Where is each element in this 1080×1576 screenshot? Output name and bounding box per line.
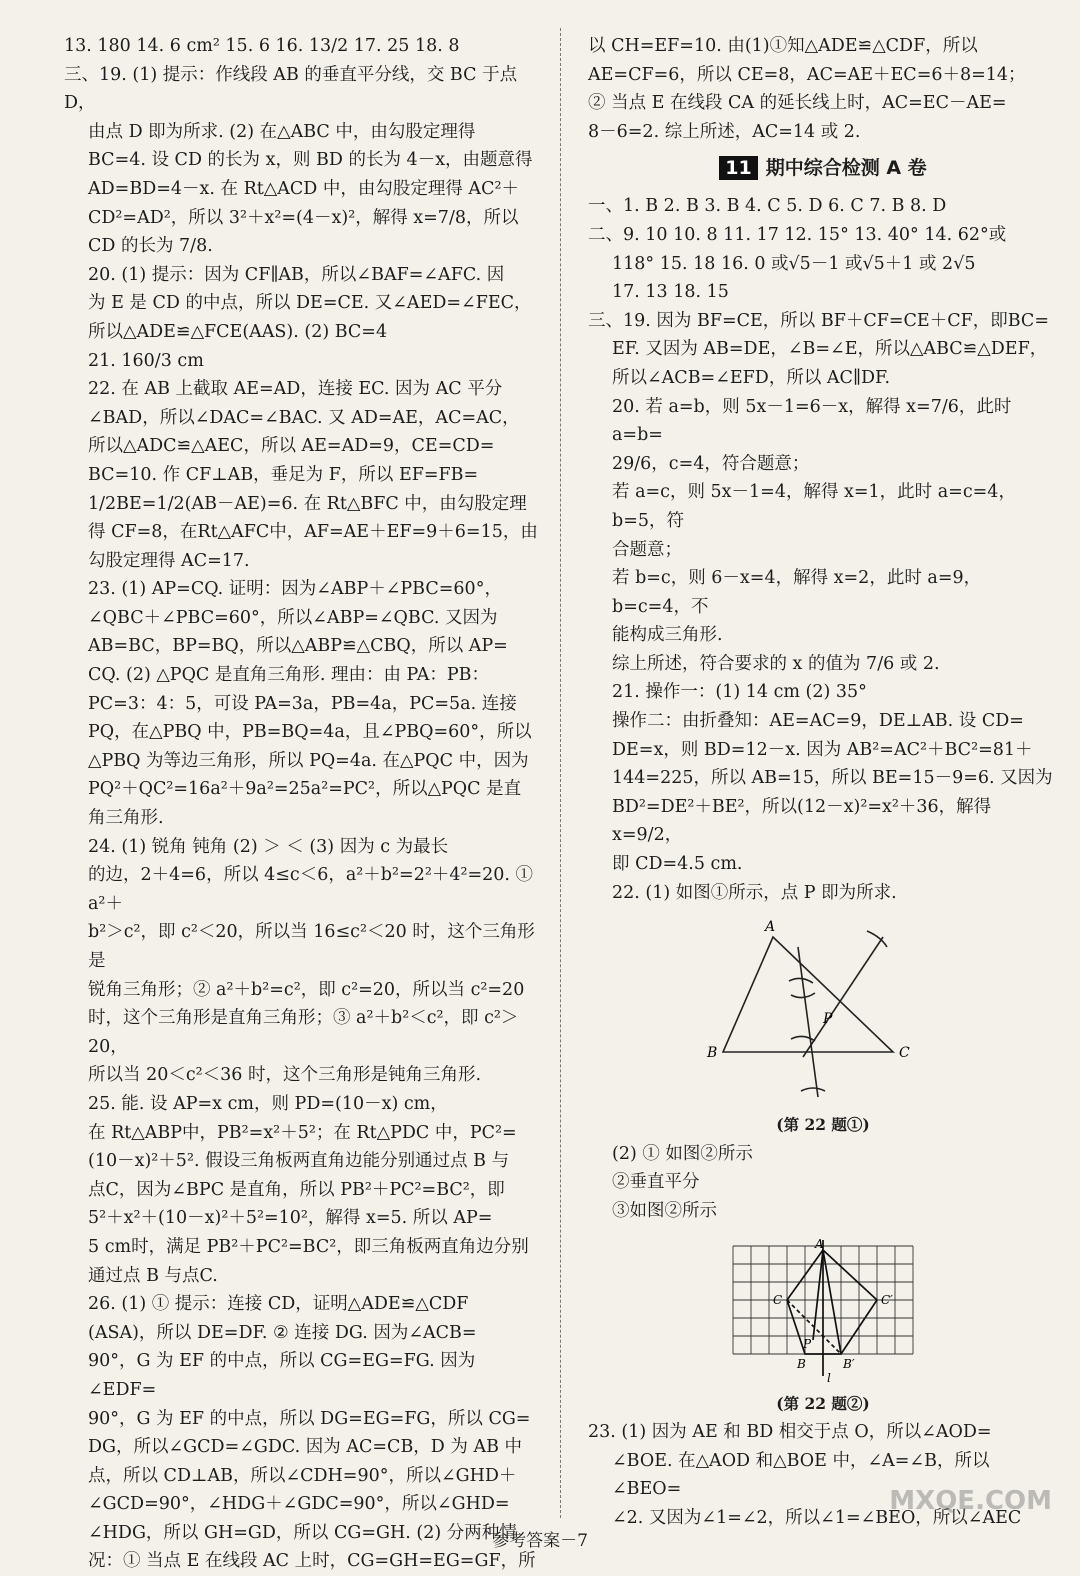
triangle-abc	[723, 937, 893, 1052]
answer-line: 所以当 20＜c²＜36 时，这个三角形是钝角三角形.	[88, 1065, 482, 1086]
answer-line: 操作二：由折叠知：AE=AC=9，DE⊥AB. 设 CD=	[612, 711, 1024, 732]
answer-line: 21. 操作一：(1) 14 cm (2) 35°	[612, 682, 867, 703]
label-b: B	[707, 1045, 718, 1062]
figure-22-2	[588, 1236, 1058, 1419]
answer-line: 24. (1) 锐角 钝角 (2) ＞ ＜ (3) 因为 c 为最长	[88, 836, 449, 857]
answer-line: AD=BD=4－x. 在 Rt△ACD 中，由勾股定理得 AC²＋	[88, 178, 519, 199]
answer-line: ②垂直平分	[612, 1172, 700, 1193]
answer-line: 22. (1) 如图①所示，点 P 即为所求.	[612, 882, 897, 903]
answer-line: 的边，2＋4=6，所以 4≤c＜6，a²＋b²=2²＋4²=20. ① a²＋	[88, 865, 534, 914]
label-c: C	[773, 1292, 783, 1307]
answer-line: 在 Rt△ABP中，PB²=x²＋5²；在 Rt△PDC 中，PC²=	[88, 1122, 517, 1143]
section-title: 期中综合检测 A 卷	[765, 157, 927, 180]
answer-line: ∠BOE. 在△AOD 和△BOE 中，∠A=∠B，所以∠BEO=	[612, 1450, 990, 1500]
answer-line: 点C，因为∠BPC 是直角，所以 PB²＋PC²=BC²，即	[88, 1179, 505, 1200]
label-p: P	[803, 1336, 812, 1351]
arc-mark	[789, 979, 813, 984]
answer-line: CD 的长为 7/8.	[88, 236, 213, 257]
answer-line: 通过点 B 与点C.	[88, 1265, 218, 1286]
figure-22-1	[588, 917, 1058, 1140]
answer-line: ② 当点 E 在线段 CA 的延长线上时，AC=EC－AE=	[588, 93, 1007, 114]
answer-line: 况：① 当点 E 在线段 AC 上时，CG=GH=EG=GF，所	[88, 1551, 536, 1572]
answer-line: PC=3：4：5，可设 PA=3a，PB=4a，PC=5a. 连接	[88, 693, 517, 714]
answer-line: 即 CD=4.5 cm.	[612, 854, 743, 875]
answer-line: ∠QBC＋∠PBC=60°，所以∠ABP=∠QBC. 又因为	[88, 607, 498, 628]
answer-line: 能构成三角形.	[612, 625, 723, 646]
answer-line: 90°，G 为 EF 的中点，所以 CG=EG=FG. 因为∠EDF=	[88, 1351, 476, 1400]
answer-line: 所以△ADE≌△FCE(AAS). (2) BC=4	[88, 321, 388, 342]
answer-line: DE=x，则 BD=12－x. 因为 AB²=AC²＋BC²=81＋	[612, 739, 1033, 760]
section-number: 11	[719, 156, 757, 180]
answer-line: 25. 能. 设 AP=x cm，则 PD=(10－x) cm，	[88, 1093, 448, 1114]
answer-line: ∠HDG，所以 GH=GD，所以 CG=GH. (2) 分两种情	[88, 1522, 517, 1543]
answer-line: ∠GCD=90°，∠HDG＋∠GDC=90°，所以∠GHD=	[88, 1494, 510, 1515]
page-footer: 参考答案－7	[492, 1531, 588, 1551]
answer-line: 所以∠ACB=∠EFD，所以 AC∥DF.	[612, 367, 891, 388]
answer-line: BC=4. 设 CD 的长为 x，则 BD 的长为 4－x，由题意得	[88, 150, 533, 171]
answer-line: 23. (1) AP=CQ. 证明：因为∠ABP＋∠PBC=60°，	[88, 579, 502, 600]
label-l: l	[827, 1370, 831, 1385]
answer-line: (2) ① 如图②所示	[612, 1143, 753, 1164]
watermark-logo: MXQE.COM	[889, 1486, 1052, 1516]
answer-line: 二、9. 10 10. 8 11. 17 12. 15° 13. 40° 14. 62°或	[588, 224, 1007, 245]
label-p: P	[823, 1011, 833, 1028]
figure-caption: (第 22 题①)	[776, 1115, 870, 1135]
answer-line: DG，所以∠GCD=∠GDC. 因为 AC=CB，D 为 AB 中	[88, 1437, 523, 1458]
answer-line: ∠2. 又因为∠1=∠2，所以∠1=∠BEO，所以∠AEC	[612, 1507, 1022, 1528]
answer-line: (ASA)，所以 DE=DF. ② 连接 DG. 因为∠ACB=	[88, 1322, 477, 1343]
column-divider	[560, 28, 561, 1518]
answer-line: CQ. (2) △PQC 是直角三角形. 理由：由 PA：PB：	[88, 665, 490, 686]
answer-line: △PBQ 为等边三角形，所以 PQ=4a. 在△PQC 中，因为	[88, 750, 529, 771]
answer-line: 以 CH=EF=10. 由(1)①知△ADE≌△CDF，所以	[588, 36, 978, 56]
angle-bisector	[803, 937, 883, 1057]
answer-line: ③如图②所示	[612, 1201, 717, 1221]
answer-line: 为 E 是 CD 的中点，所以 DE=CE. 又∠AED=∠FEC，	[88, 293, 532, 314]
answer-line: 5²＋x²＋(10－x)²＋5²=10²，解得 x=5. 所以 AP=	[88, 1208, 493, 1229]
answer-line: (10－x)²＋5². 假设三角板两直角边能分别通过点 B 与	[88, 1151, 510, 1172]
answer-line: 合题意；	[612, 539, 682, 560]
arc-mark	[791, 993, 815, 998]
answer-line: CD²=AD²，所以 3²＋x²=(4－x)²，解得 x=7/8，所以	[88, 207, 519, 228]
answer-line: 90°，G 为 EF 的中点，所以 DG=EG=FG，所以 CG=	[88, 1408, 531, 1429]
answer-line: 1/2BE=1/2(AB－AE)=6. 在 Rt△BFC 中，由勾股定理	[88, 493, 527, 514]
figure-caption: (第 22 题②)	[776, 1393, 870, 1413]
answer-line: 时，这个三角形是直角三角形；③ a²＋b²＜c²，即 c²＞20，	[88, 1008, 519, 1057]
answer-line: 29/6，c=4，符合题意；	[612, 453, 810, 474]
answer-line: EF. 又因为 AB=DE，∠B=∠E，所以△ABC≌△DEF，	[612, 339, 1048, 360]
answer-line: 23. (1) 因为 AE 和 BD 相交于点 O，所以∠AOD=	[588, 1422, 992, 1443]
answer-line: 20. 若 a=b，则 5x－1=6－x，解得 x=7/6，此时 a=b=	[612, 396, 1012, 446]
answer-line: 得 CF=8，在Rt△AFC中，AF=AE＋EF=9＋6=15，由	[88, 522, 538, 543]
answer-line: 一、1. B 2. B 3. B 4. C 5. D 6. C 7. B 8. D	[588, 196, 947, 217]
answer-line: 13. 180 14. 6 cm² 15. 6 16. 13/2 17. 25 18. 8	[64, 36, 460, 56]
answer-line: 三、19. 因为 BF=CE，所以 BF＋CF=CE＋CF，即BC=	[588, 310, 1049, 331]
answer-line: 锐角三角形；② a²＋b²=c²，即 c²=20，所以当 c²=20	[88, 979, 525, 1000]
label-b: B	[797, 1356, 806, 1371]
answer-line: b²＞c²，即 c²＜20，所以当 16≤c²＜20 时，这个三角形是	[88, 922, 535, 971]
right-column	[588, 32, 1058, 1533]
grid-diagram	[723, 1236, 923, 1386]
label-a: A	[765, 919, 776, 936]
answer-line: AB=BC，BP=BQ，所以△ABP≌△CBQ，所以 AP=	[88, 636, 508, 657]
answer-line: 22. 在 AB 上截取 AE=AD，连接 EC. 因为 AC 平分	[88, 379, 503, 400]
arc-mark	[791, 1037, 815, 1042]
answer-line: 17. 13 18. 15	[612, 282, 729, 303]
arc-mark	[801, 1088, 825, 1091]
answer-line: 点，所以 CD⊥AB，所以∠CDH=90°，所以∠GHD＋	[88, 1465, 517, 1486]
answer-line: 若 a=c，则 5x－1=4，解得 x=1，此时 a=c=4，b=5，符	[612, 482, 1016, 531]
answer-line: BD²=DE²＋BE²，所以(12－x)²=x²＋36，解得 x=9/2，	[612, 796, 992, 846]
answer-line: 角三角形.	[88, 808, 164, 829]
segment-ab-prime	[823, 1250, 841, 1354]
answer-line: 三、19. (1) 提示：作线段 AB 的垂直平分线，交 BC 于点 D，	[64, 64, 518, 114]
answer-line: PQ，在△PBQ 中，PB=BQ=4a，且∠PBQ=60°，所以	[88, 722, 532, 743]
section-heading	[588, 152, 1058, 184]
answer-line: 21. 160/3 cm	[88, 350, 204, 371]
answer-line: 综上所述，符合要求的 x 的值为 7/6 或 2.	[612, 653, 940, 674]
answer-line: AE=CF=6，所以 CE=8，AC=AE＋EC=6＋8=14；	[588, 64, 1026, 85]
answer-line: 由点 D 即为所求. (2) 在△ABC 中，由勾股定理得	[88, 121, 476, 142]
answer-line: 所以△ADC≌△AEC，所以 AE=AD=9，CE=CD=	[88, 436, 495, 457]
answer-line: 144=225，所以 AB=15，所以 BE=15－9=6. 又因为	[612, 768, 1053, 789]
answer-line: 26. (1) ① 提示：连接 CD，证明△ADE≌△CDF	[88, 1294, 469, 1315]
answer-line: ∠BAD，所以∠DAC=∠BAC. 又 AD=AE，AC=AC，	[88, 407, 520, 428]
answer-line: 118° 15. 18 16. 0 或√5－1 或√5＋1 或 2√5	[612, 253, 976, 274]
left-column	[64, 32, 540, 1576]
label-c: C	[899, 1045, 910, 1062]
answer-line: 8－6=2. 综上所述，AC=14 或 2.	[588, 121, 861, 142]
label-a: A	[815, 1236, 824, 1251]
label-c-prime: C′	[881, 1292, 893, 1307]
label-b-prime: B′	[843, 1356, 855, 1371]
answer-line: 若 b=c，则 6－x=4，解得 x=2，此时 a=9，b=c=4，不	[612, 568, 982, 617]
answer-line: 5 cm时，满足 PB²＋PC²=BC²，即三角板两直角边分别	[88, 1236, 529, 1257]
answer-line: BC=10. 作 CF⊥AB，垂足为 F，所以 EF=FB=	[88, 464, 479, 485]
answer-line: 20. (1) 提示：因为 CF∥AB，所以∠BAF=∠AFC. 因	[88, 264, 505, 285]
answer-line: 勾股定理得 AC=17.	[88, 550, 250, 571]
construction-diagram	[703, 917, 943, 1107]
answer-line: PQ²＋QC²=16a²＋9a²=25a²=PC²，所以△PQC 是直	[88, 779, 522, 800]
